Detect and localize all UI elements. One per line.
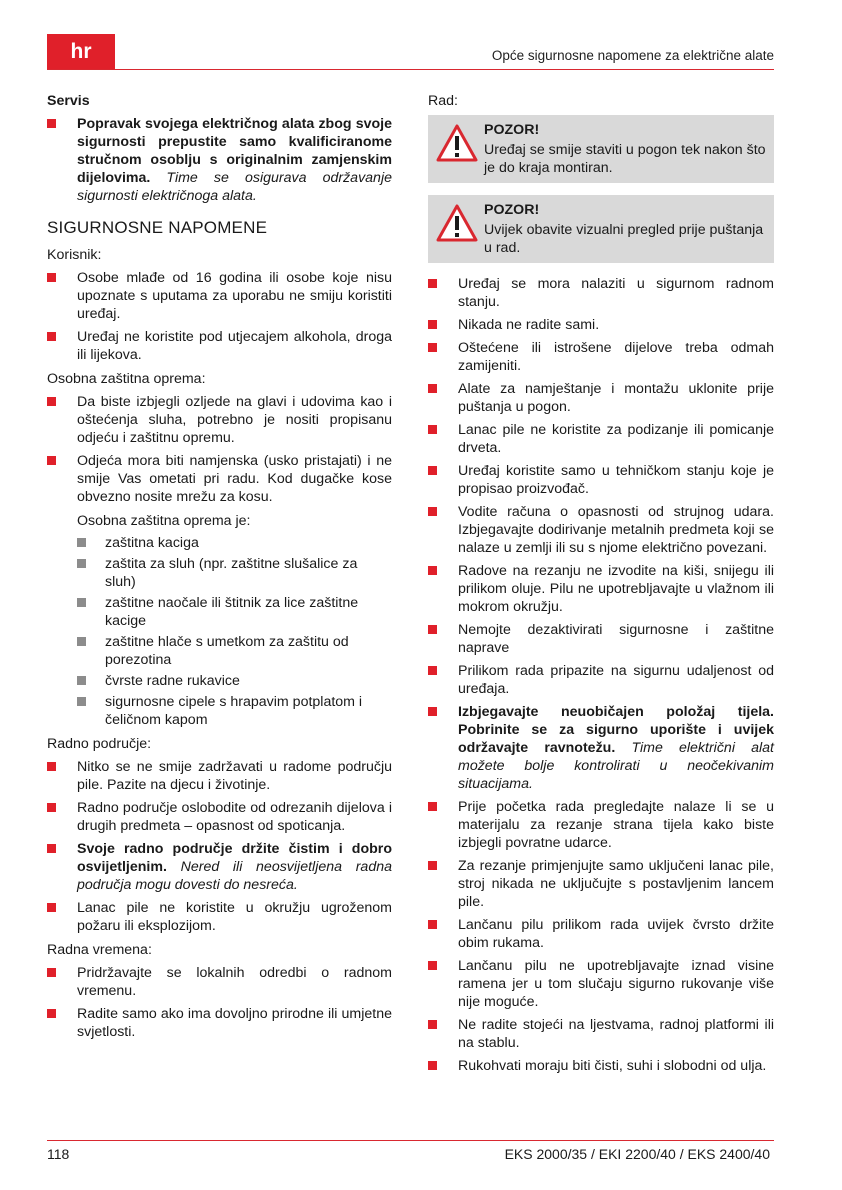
header-title: Opće sigurnosne napomene za električne alate bbox=[491, 48, 774, 63]
list-item: Radno područje oslobodite od odrezanih dijelova i drugih predmeta – opasnost od spoticanja. bbox=[47, 799, 392, 835]
sub-list-item: zaštitna kaciga bbox=[77, 534, 392, 552]
warning-content bbox=[484, 201, 768, 257]
vremena-list bbox=[47, 964, 392, 1041]
safety-heading: SIGURNOSNE NAPOMENE bbox=[47, 218, 268, 237]
list-item: Da biste izbjegli ozljede na glavi i udovima kao i oštećenja sluha, potrebno je nositi propisanu odjeću i zaštitnu opremu. bbox=[47, 393, 392, 447]
language-tab: hr bbox=[47, 34, 115, 70]
model-names: EKS 2000/35 / EKI 2200/40 / EKS 2400/40 bbox=[504, 1146, 770, 1162]
warning-text: Uvijek obavite vizualni pregled prije puštanja u rad. bbox=[484, 222, 764, 256]
rad-label: Rad: bbox=[428, 93, 458, 109]
podrucje-list bbox=[47, 758, 392, 935]
warning-title: POZOR! bbox=[484, 202, 540, 218]
list-item: Pridržavajte se lokalnih odredbi o radnom vremenu. bbox=[47, 964, 392, 1000]
warning-box bbox=[428, 115, 774, 183]
list-item bbox=[47, 840, 392, 894]
footer-divider bbox=[47, 1140, 774, 1141]
warning-box bbox=[428, 195, 774, 263]
rad-list bbox=[428, 275, 774, 1075]
oprema-sub-intro: Osobna zaštitna oprema je: bbox=[77, 513, 251, 529]
list-item: Lanac pile ne koristite u okružju ugroženom požaru ili eksplozijom. bbox=[47, 899, 392, 935]
sub-list-item: zaštita za sluh (npr. zaštitne slušalice za sluh) bbox=[77, 555, 392, 591]
list-item bbox=[47, 115, 392, 205]
podrucje-label: Radno područje: bbox=[47, 736, 152, 752]
oprema-list bbox=[47, 393, 392, 506]
list-item: Alate za namještanje i montažu uklonite prije puštanja u pogon. bbox=[428, 380, 774, 416]
list-item: Lančanu pilu ne upotrebljavajte iznad visine ramena jer u tom slučaju sigurno rukovanje više nije moguće. bbox=[428, 957, 774, 1011]
list-item: Lanac pile ne koristite za podizanje ili pomicanje drveta. bbox=[428, 421, 774, 457]
list-item: Nitko se ne smije zadržavati u radome području pile. Pazite na djecu i životinje. bbox=[47, 758, 392, 794]
list-item: Lančanu pilu prilikom rada uvijek čvrsto držite obim rukama. bbox=[428, 916, 774, 952]
list-item: Uređaj koristite samo u tehničkom stanju koje je propisao proizvođač. bbox=[428, 462, 774, 498]
rad-item-italic: Time električni alat možete bolje kontrolirati u neočekivanim situacijama. bbox=[458, 740, 774, 792]
list-item: Odjeća mora biti namjenska (usko pristajati) i ne smije Vas ometati pri radu. Kod dugačke kose obvezno nosite mrežu za kosu. bbox=[47, 452, 392, 506]
sub-list-item: zaštitne hlače s umetkom za zaštitu od porezotina bbox=[77, 633, 392, 669]
servis-list bbox=[47, 115, 392, 205]
vremena-label: Radna vremena: bbox=[47, 942, 152, 958]
list-item: Radite samo ako ima dovoljno prirodne ili umjetne svjetlosti. bbox=[47, 1005, 392, 1041]
servis-item-italic: Time se osigurava održavanje sigurnosti električnoga alata. bbox=[77, 170, 392, 204]
warning-title: POZOR! bbox=[484, 122, 540, 138]
header-divider bbox=[47, 69, 774, 70]
list-item: Uređaj ne koristite pod utjecajem alkohola, droga ili lijekova. bbox=[47, 328, 392, 364]
oprema-label: Osobna zaštitna oprema: bbox=[47, 371, 206, 387]
list-item: Nikada ne radite sami. bbox=[428, 316, 774, 334]
podrucje-item-italic: Nered ili neosvijetljena radna područja mogu dovesti do nesreća. bbox=[77, 859, 392, 893]
list-item: Nemojte dezaktivirati sigurnosne i zaštitne naprave bbox=[428, 621, 774, 657]
list-item bbox=[428, 703, 774, 793]
list-item: Oštećene ili istrošene dijelove treba odmah zamijeniti. bbox=[428, 339, 774, 375]
list-item: Osobe mlađe od 16 godina ili osobe koje nisu upoznate s uputama za uporabu ne smiju koristiti uređaj. bbox=[47, 269, 392, 323]
korisnik-label: Korisnik: bbox=[47, 247, 102, 263]
warning-text: Uređaj se smije staviti u pogon tek nakon što je do kraja montiran. bbox=[484, 142, 766, 176]
list-item: Uređaj se mora nalaziti u sigurnom radnom stanju. bbox=[428, 275, 774, 311]
sub-list-item: sigurnosne cipele s hrapavim potplatom i čeličnom kapom bbox=[77, 693, 392, 729]
rad-item-bold: Izbjegavajte neuobičajen položaj tijela. Pobrinite se za sigurno uporište i uvijek održavajte ravnotežu. bbox=[458, 704, 774, 756]
list-item: Radove na rezanju ne izvodite na kiši, snijegu ili prilikom oluje. Pilu ne upotrebljavajte u vlažnom ili mokrom okružju. bbox=[428, 562, 774, 616]
list-item: Prilikom rada pripazite na sigurnu udaljenost od uređaja. bbox=[428, 662, 774, 698]
list-item: Vodite računa o opasnosti od strujnog udara. Izbjegavajte dodirivanje metalnih predmeta koji se nalaze u zemlji ili su s njome električno povezani. bbox=[428, 503, 774, 557]
korisnik-list bbox=[47, 269, 392, 364]
left-column bbox=[47, 92, 392, 1047]
servis-heading: Servis bbox=[47, 93, 90, 109]
warning-triangle-icon bbox=[436, 203, 478, 243]
sub-list-item: zaštitne naočale ili štitnik za lice zaštitne kacige bbox=[77, 594, 392, 630]
list-item: Za rezanje primjenjujte samo uključeni lanac pile, stroj nikada ne uključujte s postavljenim lancem pile. bbox=[428, 857, 774, 911]
list-item: Prije početka rada pregledajte nalaze li se u materijalu za rezanje strana tijela kako biste izbjegli povratne udarce. bbox=[428, 798, 774, 852]
right-column bbox=[428, 92, 774, 1081]
warning-content bbox=[484, 121, 768, 177]
warning-triangle-icon bbox=[436, 123, 478, 163]
sub-list-item: čvrste radne rukavice bbox=[77, 672, 392, 690]
list-item: Rukohvati moraju biti čisti, suhi i slobodni od ulja. bbox=[428, 1057, 774, 1075]
podrucje-item-bold: Svoje radno područje držite čistim i dobro osvijetljenim. bbox=[77, 841, 392, 875]
list-item: Ne radite stojeći na ljestvama, radnoj platformi ili na stablu. bbox=[428, 1016, 774, 1052]
servis-item-bold: Popravak svojega električnog alata zbog svoje sigurnosti prepustite samo kvalificiranome stručnom osoblju s originalnim zamjenskim dijelovima. bbox=[77, 116, 392, 186]
page-number: 118 bbox=[47, 1146, 70, 1162]
oprema-sub-list bbox=[47, 534, 392, 729]
